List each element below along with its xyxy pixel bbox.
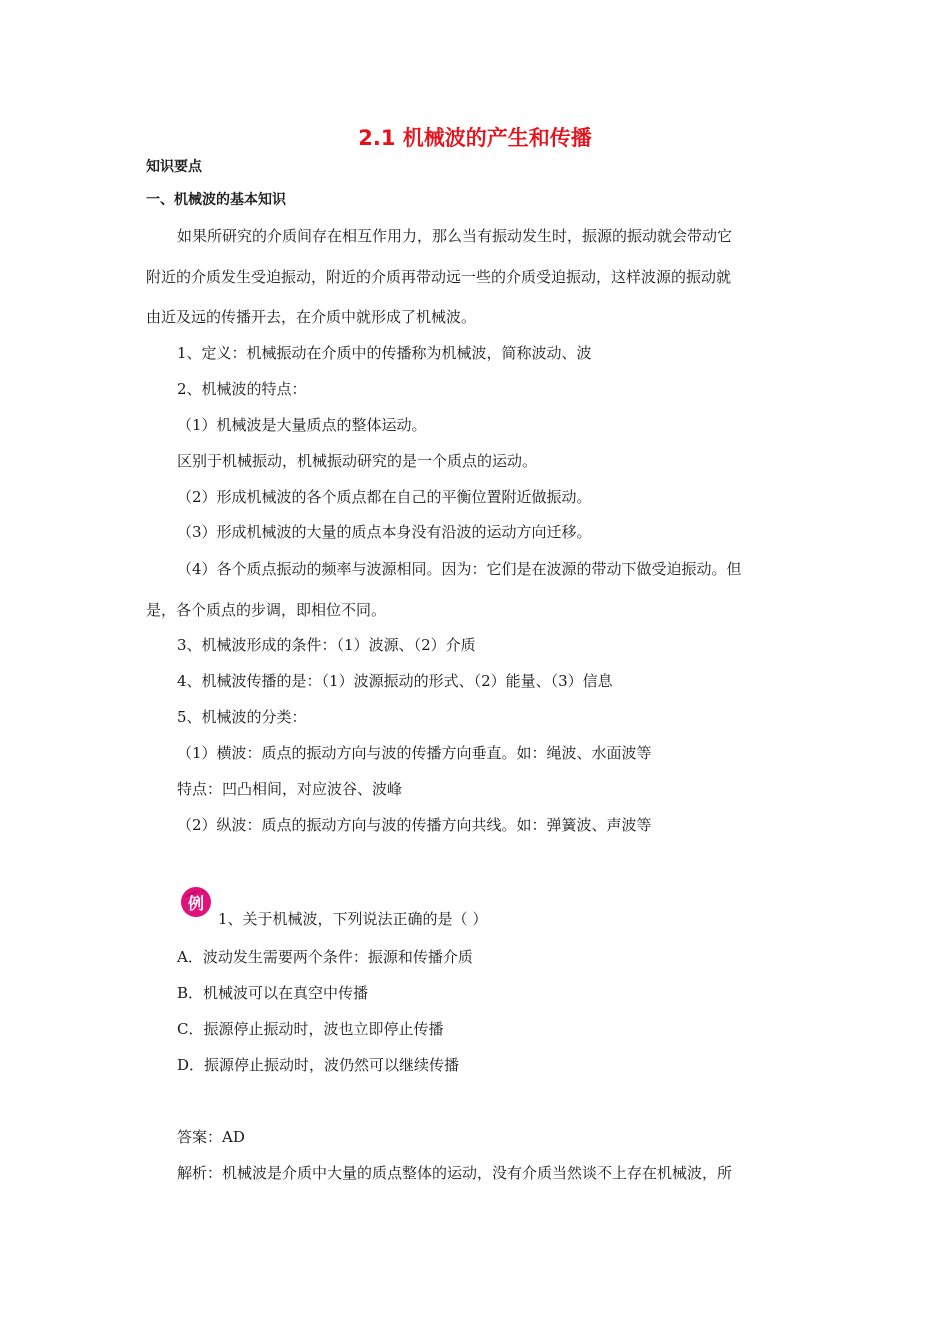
example-badge-label: 例 xyxy=(187,894,205,913)
option-b: B．机械波可以在真空中传播 xyxy=(177,984,369,1002)
intro-line-2: 附近的介质发生受迫振动，附近的介质再带动远一些的介质受迫振动，这样波源的振动就 xyxy=(146,268,732,286)
page-title: 2.1 机械波的产生和传播 xyxy=(358,126,592,150)
feature-1-note: 区别于机械振动，机械振动研究的是一个质点的运动。 xyxy=(177,452,538,470)
subheading: 一、机械波的基本知识 xyxy=(146,192,286,208)
option-a: A．波动发生需要两个条件：振源和传播介质 xyxy=(177,948,473,966)
feature-4-line-2: 是，各个质点的步调，即相位不同。 xyxy=(146,601,387,619)
class-transverse-note: 特点：凹凸相间，对应波谷、波峰 xyxy=(177,780,403,798)
intro-line-1: 如果所研究的介质间存在相互作用力，那么当有振动发生时，振源的振动就会带动它 xyxy=(177,227,733,245)
option-d: D．振源停止振动时，波仍然可以继续传播 xyxy=(177,1056,460,1074)
example-question: 1、关于机械波，下列说法正确的是（ ） xyxy=(218,910,488,928)
transmits: 4、机械波传播的是：（1）波源振动的形式、（2）能量、（3）信息 xyxy=(177,672,613,690)
classes-heading: 5、机械波的分类： xyxy=(177,708,307,726)
feature-1: （1）机械波是大量质点的整体运动。 xyxy=(177,416,427,434)
feature-2: （2）形成机械波的各个质点都在自己的平衡位置附近做振动。 xyxy=(177,488,592,506)
definition: 1、定义：机械振动在介质中的传播称为机械波，简称波动、波 xyxy=(177,344,592,362)
class-longitudinal: （2）纵波：质点的振动方向与波的传播方向共线。如：弹簧波、声波等 xyxy=(177,816,652,834)
features-heading: 2、机械波的特点： xyxy=(177,380,307,398)
conditions: 3、机械波形成的条件：（1）波源、（2）介质 xyxy=(177,636,476,654)
feature-3: （3）形成机械波的大量的质点本身没有沿波的运动方向迁移。 xyxy=(177,523,592,541)
intro-line-3: 由近及远的传播开去，在介质中就形成了机械波。 xyxy=(146,308,477,326)
answer: 答案：AD xyxy=(177,1128,245,1146)
feature-4-line-1: （4）各个质点振动的频率与波源相同。因为：它们是在波源的带动下做受迫振动。但 xyxy=(177,560,742,578)
option-c: C．振源停止振动时，波也立即停止传播 xyxy=(177,1020,444,1038)
analysis: 解析：机械波是介质中大量的质点整体的运动，没有介质当然谈不上存在机械波，所 xyxy=(177,1164,733,1182)
section-heading: 知识要点 xyxy=(146,159,202,175)
example-badge-icon xyxy=(179,884,213,918)
class-transverse: （1）横波：质点的振动方向与波的传播方向垂直。如：绳波、水面波等 xyxy=(177,744,652,762)
